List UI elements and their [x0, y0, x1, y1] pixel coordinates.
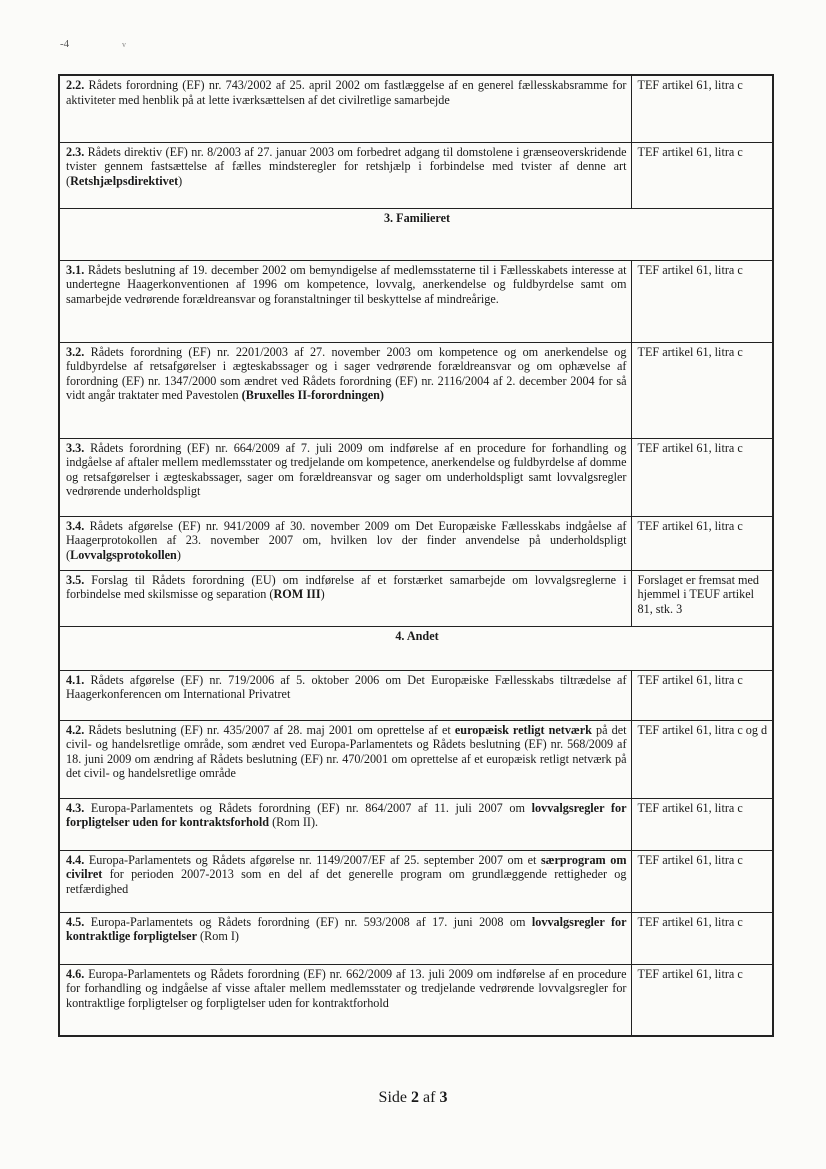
scan-mark: -4 — [60, 38, 70, 50]
item-description: 4.4. Europa-Parlamentets og Rådets afgørelse nr. 1149/2007/EF af 25. september 2007 om et særprogram om civilret for perioden 2007-2013 som en del af det generelle program om grundlæggende rettigheder og retfærdighed — [59, 850, 631, 912]
scan-mark: v — [122, 40, 126, 49]
table-row — [59, 75, 773, 142]
legal-basis: TEF artikel 61, litra c — [631, 670, 773, 720]
current-page-number: 2 — [411, 1089, 419, 1106]
table-row — [59, 670, 773, 720]
table-row — [59, 438, 773, 516]
item-description: 4.6. Europa-Parlamentets og Rådets forordning (EF) nr. 662/2009 af 13. juli 2009 om indførelse af en procedure for forhandling og indgåelse af visse aftaler mellem medlemsstater og tredjelande vedrørende lovvalgsregler for kontraktlige forpligtelser og forpligtelser uden for kontraktforhold — [59, 964, 631, 1036]
legal-basis: TEF artikel 61, litra c — [631, 850, 773, 912]
table-row — [59, 720, 773, 798]
section-heading-row — [59, 626, 773, 670]
table-row — [59, 570, 773, 626]
item-description: 3.1. Rådets beslutning af 19. december 2002 om bemyndigelse af medlemsstaterne til i Fællesskabets interesse at undertegne Haagerkonventionen af 1996 om kompetence, lovvalg, anerkendelse og fuldbyrdelse samt om samarbejde vedrørende forældreansvar og foranstaltninger til beskyttelse af mindreårige. — [59, 260, 631, 342]
legal-basis: TEF artikel 61, litra c — [631, 798, 773, 850]
total-pages-number: 3 — [439, 1089, 448, 1106]
legal-basis: TEF artikel 61, litra c — [631, 438, 773, 516]
table-row — [59, 142, 773, 208]
item-description: 3.3. Rådets forordning (EF) nr. 664/2009 af 7. juli 2009 om indførelse af en procedure for forhandling og indgåelse af aftaler mellem medlemsstater og tredjelande om kompetence, anerkendelse og fuldbyrdelse af domme og retsafgørelser i ægteskabssager, sager om forældreansvar og sager om underholdspligt samt lovvalgsregler vedrørende underholdspligt — [59, 438, 631, 516]
legislation-table — [58, 74, 774, 1037]
page-number-prefix: Side — [378, 1089, 411, 1106]
item-description: 2.2. Rådets forordning (EF) nr. 743/2002 af 25. april 2002 om fastlæggelse af en generel fællesskabsramme for aktiviteter med henblik på at lette iværksættelsen af det civilretlige samarbejde — [59, 75, 631, 142]
legal-basis: TEF artikel 61, litra c — [631, 342, 773, 438]
table-row — [59, 516, 773, 570]
legal-basis: Forslaget er fremsat med hjemmel i TEUF artikel 81, stk. 3 — [631, 570, 773, 626]
item-description: 2.3. Rådets direktiv (EF) nr. 8/2003 af 27. januar 2003 om forbedret adgang til domstolene i grænseoverskridende tvister gennem fastsættelse af fælles mindsteregler for retshjælp i forbindelse med tvister af denne art (Retshjælpsdirektivet) — [59, 142, 631, 208]
item-description: 4.3. Europa-Parlamentets og Rådets forordning (EF) nr. 864/2007 af 11. juli 2007 om lovvalgsregler for forpligtelser uden for kontraktsforhold (Rom II). — [59, 798, 631, 850]
legal-basis: TEF artikel 61, litra c — [631, 75, 773, 142]
table-row — [59, 260, 773, 342]
legal-basis: TEF artikel 61, litra c — [631, 912, 773, 964]
item-description: 3.2. Rådets forordning (EF) nr. 2201/2003 af 27. november 2003 om kompetence og om anerkendelse og fuldbyrdelse af retsafgørelser i ægteskabssager og i sager vedrørende forældreansvar og om ophævelse af forordning (EF) nr. 1347/2000 som ændret ved Rådets forordning (EF) nr. 2116/2004 af 2. december 2004 for så vidt angår traktater med Pavestolen (Bruxelles II-forordningen) — [59, 342, 631, 438]
legal-basis: TEF artikel 61, litra c — [631, 260, 773, 342]
table-row — [59, 798, 773, 850]
item-description: 3.4. Rådets afgørelse (EF) nr. 941/2009 af 30. november 2009 om Det Europæiske Fællesskabs indgåelse af Haagerprotokollen af 23. november 2007 om, hvilken lov der finder anvendelse på underholdspligt (Lovvalgsprotokollen) — [59, 516, 631, 570]
table-row — [59, 850, 773, 912]
section-heading: 3. Familieret — [59, 208, 773, 260]
page-footer — [0, 1089, 826, 1107]
page-number-separator: af — [419, 1089, 440, 1106]
item-description: 3.5. Forslag til Rådets forordning (EU) om indførelse af et forstærket samarbejde om lovvalgsreglerne i forbindelse med skilsmisse og separation (ROM III) — [59, 570, 631, 626]
table-row — [59, 342, 773, 438]
table-row — [59, 964, 773, 1036]
table-row — [59, 912, 773, 964]
item-description: 4.2. Rådets beslutning (EF) nr. 435/2007 af 28. maj 2001 om oprettelse af et europæisk retligt netværk på det civil- og handelsretlige område, som ændret ved Europa-Parlamentets og Rådets beslutning (EF) nr. 568/2009 af 18. juni 2009 om ændring af Rådets beslutning (EF) nr. 470/2001 om oprettelse af et europæisk retligt netværk på det civil- og handelsretlige område — [59, 720, 631, 798]
item-description: 4.5. Europa-Parlamentets og Rådets forordning (EF) nr. 593/2008 af 17. juni 2008 om lovvalgsregler for kontraktlige forpligtelser (Rom I) — [59, 912, 631, 964]
legal-basis: TEF artikel 61, litra c — [631, 516, 773, 570]
item-description: 4.1. Rådets afgørelse (EF) nr. 719/2006 af 5. oktober 2006 om Det Europæiske Fællesskabs tiltrædelse af Haagerkonferencen om International Privatret — [59, 670, 631, 720]
legal-basis: TEF artikel 61, litra c — [631, 964, 773, 1036]
section-heading: 4. Andet — [59, 626, 773, 670]
legal-basis: TEF artikel 61, litra c — [631, 142, 773, 208]
section-heading-row — [59, 208, 773, 260]
legal-basis: TEF artikel 61, litra c og d — [631, 720, 773, 798]
